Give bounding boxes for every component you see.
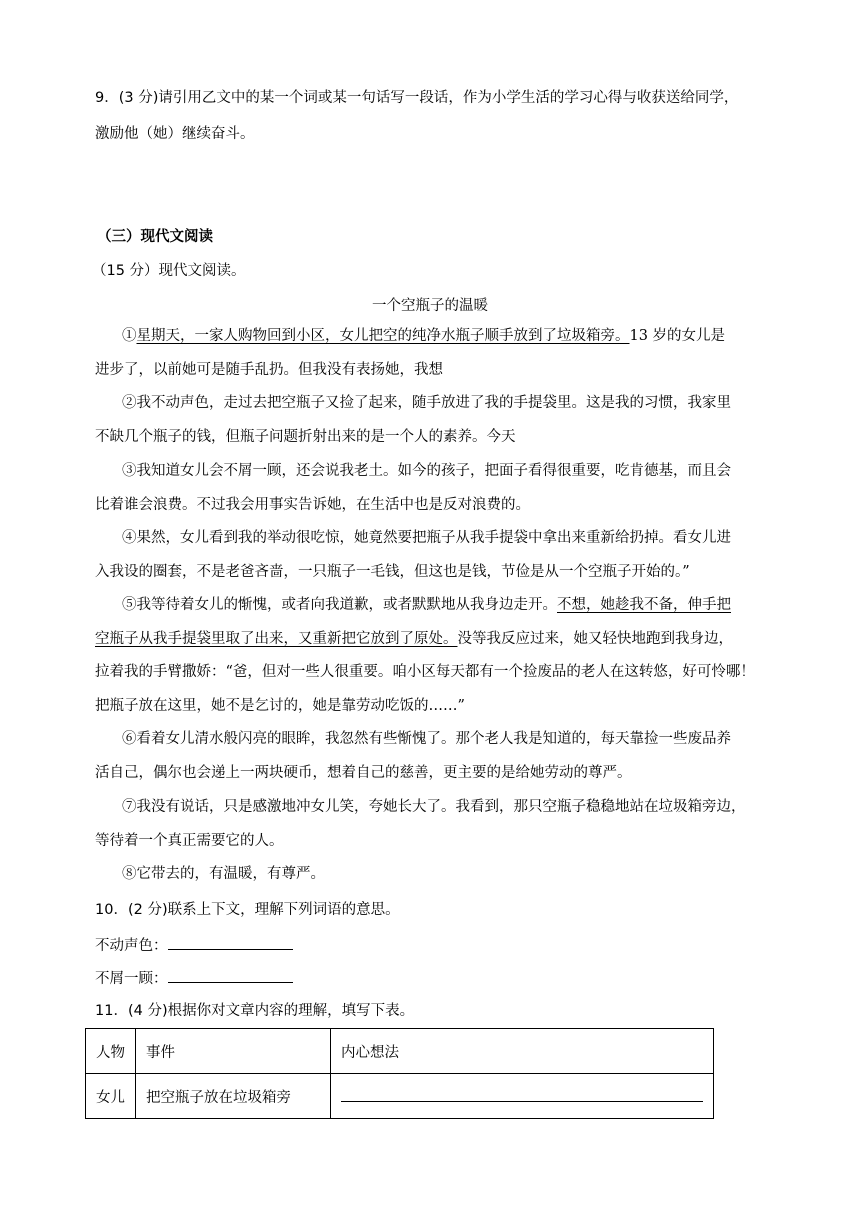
paragraph-1-line-2: 进步了，以前她可是随手乱扔。但我没有表扬她，我想	[95, 361, 443, 378]
question-9-line-2: 激励他（她）继续奋斗。	[95, 126, 255, 142]
header-person: 人物	[86, 1029, 136, 1074]
term-label: 不屑一顾：	[95, 971, 168, 987]
paragraph-4	[95, 522, 767, 589]
paragraph-5-line-3: 拉着我的手臂撒娇：“爸，但对一些人很重要。咱小区每天都有一个捡废品的老人在这转悠，好可怜哪！	[95, 664, 755, 681]
paragraph-6-line-2: 活自己，偶尔也会递上一两块硬币，想着自己的慈善，更主要的是给她劳动的尊严。	[95, 764, 632, 781]
paragraph-6	[95, 723, 767, 790]
term-label: 不动声色：	[95, 938, 168, 954]
paragraph-4-line-2: 入我设的圈套，不是老爸吝啬，一只瓶子一毛钱，但这也是钱，节俭是从一个空瓶子开始的。”	[95, 563, 690, 580]
paragraph-text: ⑤我等待着女儿的惭愧，或者向我道歉，或者默默地从我身边走开。	[122, 597, 557, 613]
section-heading: （三）现代文阅读	[97, 229, 213, 245]
paragraph-4-line-1: ④果然，女儿看到我的举动很吃惊，她竟然要把瓶子从我手提袋中拿出来重新给扔掉。看女儿进	[122, 530, 731, 546]
paragraph-3-line-1: ③我知道女儿会不屑一顾，还会说我老土。如今的孩子，把面子看得很重要，吃肯德基，而且会	[122, 463, 731, 479]
question-10-item-1	[95, 934, 293, 956]
paragraph-1	[95, 320, 767, 387]
article-title: 一个空瓶子的温暖	[372, 298, 488, 314]
paragraph-7-line-2: 等待着一个真正需要它的人。	[95, 832, 284, 849]
paragraph-2-line-1: ②我不动声色，走过去把空瓶子又捡了起来，随手放进了我的手提袋里。这是我的习惯，我家里	[122, 395, 731, 411]
table-row	[86, 1074, 714, 1119]
underlined-sentence: 不想，她趁我不备，伸手把	[557, 597, 731, 613]
paragraph-5	[95, 589, 767, 723]
header-thoughts: 内心想法	[331, 1029, 714, 1074]
question-10-item-2	[95, 967, 293, 989]
answer-table	[85, 1028, 714, 1119]
paragraph-number: ①	[122, 328, 137, 344]
paragraph-text: 没等我反应过来，她又轻快地跑到我身边，	[457, 630, 733, 647]
paragraph-8-line-1: ⑧它带去的，有温暖，有尊严。	[122, 866, 325, 882]
paragraph-1-line-1	[95, 320, 767, 354]
paragraph-2	[95, 387, 767, 454]
paragraph-text: 13 岁的女儿是	[629, 328, 726, 344]
paragraph-3-line-2: 比着谁会浪费。不过我会用事实告诉她，在生活中也是反对浪费的。	[95, 496, 530, 513]
table-header-row	[86, 1029, 714, 1074]
paragraph-8	[95, 858, 767, 892]
answer-blank[interactable]	[341, 1087, 703, 1102]
paragraph-3	[95, 455, 767, 522]
answer-blank[interactable]	[168, 934, 293, 950]
header-event: 事件	[136, 1029, 331, 1074]
question-10-prompt: 10．(2 分)联系上下文，理解下列词语的意思。	[95, 902, 400, 918]
paragraph-7	[95, 791, 767, 858]
cell-thoughts	[331, 1074, 714, 1119]
underlined-sentence: 星期天，一家人购物回到小区，女儿把空的纯净水瓶子顺手放到了垃圾箱旁。	[136, 328, 630, 344]
question-11-prompt: 11．(4 分)根据你对文章内容的理解，填写下表。	[95, 1003, 415, 1019]
paragraph-6-line-1: ⑥看着女儿清水般闪亮的眼眸，我忽然有些惭愧了。那个老人我是知道的，每天靠捡一些废品养	[122, 731, 731, 747]
section-intro: （15 分）现代文阅读。	[92, 263, 246, 279]
question-9-line-1: 9．(3 分)请引用乙文中的某一个词或某一句话写一段话，作为小学生活的学习心得与收获送给同学，	[95, 90, 739, 106]
answer-blank[interactable]	[168, 967, 293, 983]
paragraph-5-line-4: 把瓶子放在这里，她不是乞讨的，她是靠劳动吃饭的……”	[95, 697, 465, 714]
cell-person: 女儿	[86, 1074, 136, 1119]
paragraph-5-line-1	[95, 589, 767, 623]
paragraph-5-line-2	[95, 623, 767, 657]
paragraph-2-line-2: 不缺几个瓶子的钱，但瓶子问题折射出来的是一个人的素养。今天	[95, 428, 516, 445]
cell-event: 把空瓶子放在垃圾箱旁	[136, 1074, 331, 1119]
paragraph-7-line-1: ⑦我没有说话，只是感激地冲女儿笑，夸她长大了。我看到，那只空瓶子稳稳地站在垃圾箱旁边，	[122, 799, 746, 815]
underlined-sentence: 空瓶子从我手提袋里取了出来，又重新把它放到了原处。	[95, 630, 458, 647]
